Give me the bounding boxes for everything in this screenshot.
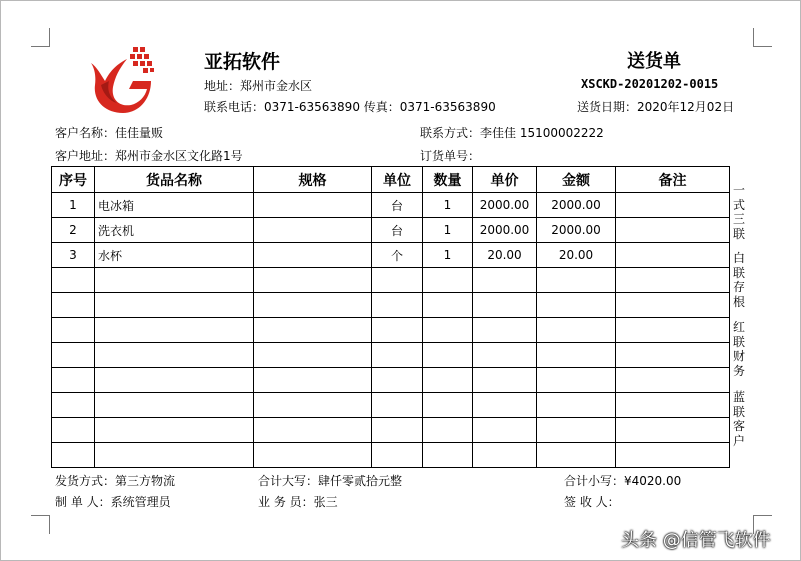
cell-unit — [372, 418, 423, 443]
cell-unit-price — [473, 418, 537, 443]
cell-product-name — [95, 393, 254, 418]
header-remark: 备注 — [616, 167, 730, 193]
cell-quantity: 1 — [423, 243, 473, 268]
cell-product-name — [95, 418, 254, 443]
table-row — [52, 318, 730, 343]
cell-unit — [372, 293, 423, 318]
cell-remark — [616, 393, 730, 418]
cell-product-name — [95, 343, 254, 368]
table-row — [52, 343, 730, 368]
cell-unit — [372, 368, 423, 393]
cell-unit-price — [473, 393, 537, 418]
side-label-white: 白联存根 — [732, 251, 745, 309]
customer-name: 客户名称：佳佳量贩 — [55, 126, 164, 140]
cell-remark — [616, 318, 730, 343]
header-spec: 规格 — [254, 167, 372, 193]
salesman: 业 务 员：张三 — [258, 495, 338, 509]
cell-quantity — [423, 318, 473, 343]
cell-index — [52, 293, 95, 318]
shipping-method: 发货方式：第三方物流 — [55, 474, 176, 488]
receiver-signature: 签 收 人： — [564, 495, 620, 509]
cell-spec — [254, 193, 372, 218]
cell-spec — [254, 318, 372, 343]
cell-unit — [372, 343, 423, 368]
delivery-date: 送货日期：2020年12月02日 — [577, 100, 735, 114]
crop-mark-bottom-left — [31, 515, 50, 534]
cell-index: 1 — [52, 193, 95, 218]
cell-remark — [616, 343, 730, 368]
table-row — [52, 193, 730, 218]
cell-unit-price: 2000.00 — [473, 193, 537, 218]
cell-unit — [372, 268, 423, 293]
cell-product-name: 水杯 — [95, 243, 254, 268]
cell-index — [52, 368, 95, 393]
cell-amount — [537, 268, 616, 293]
watermark: 头条 @信管飞软件 — [621, 530, 771, 551]
goods-table — [51, 166, 730, 468]
table-row — [52, 418, 730, 443]
cell-amount — [537, 393, 616, 418]
cell-spec — [254, 293, 372, 318]
company-logo-icon — [85, 45, 159, 117]
side-label-red: 红联财务 — [732, 320, 745, 378]
cell-spec — [254, 368, 372, 393]
cell-unit-price — [473, 293, 537, 318]
cell-remark — [616, 293, 730, 318]
cell-index: 3 — [52, 243, 95, 268]
cell-product-name — [95, 268, 254, 293]
cell-unit-price — [473, 368, 537, 393]
order-number: 订货单号： — [420, 149, 481, 163]
cell-unit-price — [473, 343, 537, 368]
cell-remark — [616, 368, 730, 393]
cell-index — [52, 418, 95, 443]
cell-quantity — [423, 418, 473, 443]
table-row — [52, 293, 730, 318]
cell-product-name — [95, 293, 254, 318]
cell-product-name — [95, 443, 254, 468]
document-number: XSCKD-20201202-0015 — [581, 77, 719, 91]
company-name: 亚拓软件 — [204, 51, 281, 73]
header-product-name: 货品名称 — [95, 167, 254, 193]
cell-amount — [537, 293, 616, 318]
cell-spec — [254, 343, 372, 368]
cell-unit — [372, 443, 423, 468]
cell-unit-price — [473, 318, 537, 343]
cell-unit — [372, 318, 423, 343]
cell-amount — [537, 318, 616, 343]
cell-spec — [254, 268, 372, 293]
cell-product-name: 电冰箱 — [95, 193, 254, 218]
crop-mark-top-left — [31, 28, 50, 47]
cell-unit: 个 — [372, 243, 423, 268]
cell-index — [52, 393, 95, 418]
cell-remark — [616, 243, 730, 268]
cell-remark — [616, 443, 730, 468]
cell-quantity — [423, 343, 473, 368]
table-header-row — [52, 167, 730, 193]
cell-amount — [537, 443, 616, 468]
cell-index — [52, 268, 95, 293]
cell-amount — [537, 418, 616, 443]
table-row — [52, 443, 730, 468]
cell-unit-price: 20.00 — [473, 243, 537, 268]
cell-unit — [372, 393, 423, 418]
cell-unit-price — [473, 268, 537, 293]
document-maker: 制 单 人：系统管理员 — [55, 495, 171, 509]
cell-amount: 2000.00 — [537, 218, 616, 243]
cell-unit: 台 — [372, 218, 423, 243]
company-phone: 联系电话：0371-63563890 传真：0371-63563890 — [204, 100, 496, 114]
table-row — [52, 218, 730, 243]
table-row — [52, 368, 730, 393]
cell-spec — [254, 418, 372, 443]
cell-unit-price — [473, 443, 537, 468]
cell-product-name: 洗衣机 — [95, 218, 254, 243]
cell-amount — [537, 368, 616, 393]
total-lowercase: 合计小写：¥4020.00 — [564, 474, 682, 488]
cell-product-name — [95, 368, 254, 393]
cell-quantity — [423, 268, 473, 293]
cell-quantity — [423, 393, 473, 418]
cell-quantity — [423, 443, 473, 468]
cell-quantity: 1 — [423, 218, 473, 243]
cell-quantity: 1 — [423, 193, 473, 218]
cell-remark — [616, 418, 730, 443]
cell-index — [52, 443, 95, 468]
cell-remark — [616, 218, 730, 243]
side-label-blue: 蓝联客户 — [732, 390, 745, 448]
side-label-copies: 一式三联 — [732, 183, 745, 241]
cell-spec — [254, 443, 372, 468]
cell-product-name — [95, 318, 254, 343]
header-amount: 金额 — [537, 167, 616, 193]
cell-amount: 20.00 — [537, 243, 616, 268]
cell-spec — [254, 393, 372, 418]
company-address: 地址：郑州市金水区 — [204, 79, 313, 93]
cell-remark — [616, 193, 730, 218]
document-title: 送货单 — [627, 51, 681, 72]
cell-amount: 2000.00 — [537, 193, 616, 218]
cell-unit: 台 — [372, 193, 423, 218]
crop-mark-top-right — [753, 28, 772, 47]
cell-quantity — [423, 368, 473, 393]
cell-index — [52, 318, 95, 343]
table-row — [52, 268, 730, 293]
cell-amount — [537, 343, 616, 368]
cell-spec — [254, 218, 372, 243]
header-unit: 单位 — [372, 167, 423, 193]
cell-spec — [254, 243, 372, 268]
cell-index — [52, 343, 95, 368]
table-row — [52, 243, 730, 268]
cell-index: 2 — [52, 218, 95, 243]
cell-quantity — [423, 293, 473, 318]
customer-address: 客户地址：郑州市金水区文化路1号 — [55, 149, 243, 163]
table-row — [52, 393, 730, 418]
cell-remark — [616, 268, 730, 293]
header-index: 序号 — [52, 167, 95, 193]
header-unit-price: 单价 — [473, 167, 537, 193]
cell-unit-price: 2000.00 — [473, 218, 537, 243]
header-quantity: 数量 — [423, 167, 473, 193]
customer-contact: 联系方式：李佳佳 15100002222 — [420, 126, 604, 140]
total-uppercase: 合计大写：肆仟零贰拾元整 — [258, 474, 403, 488]
